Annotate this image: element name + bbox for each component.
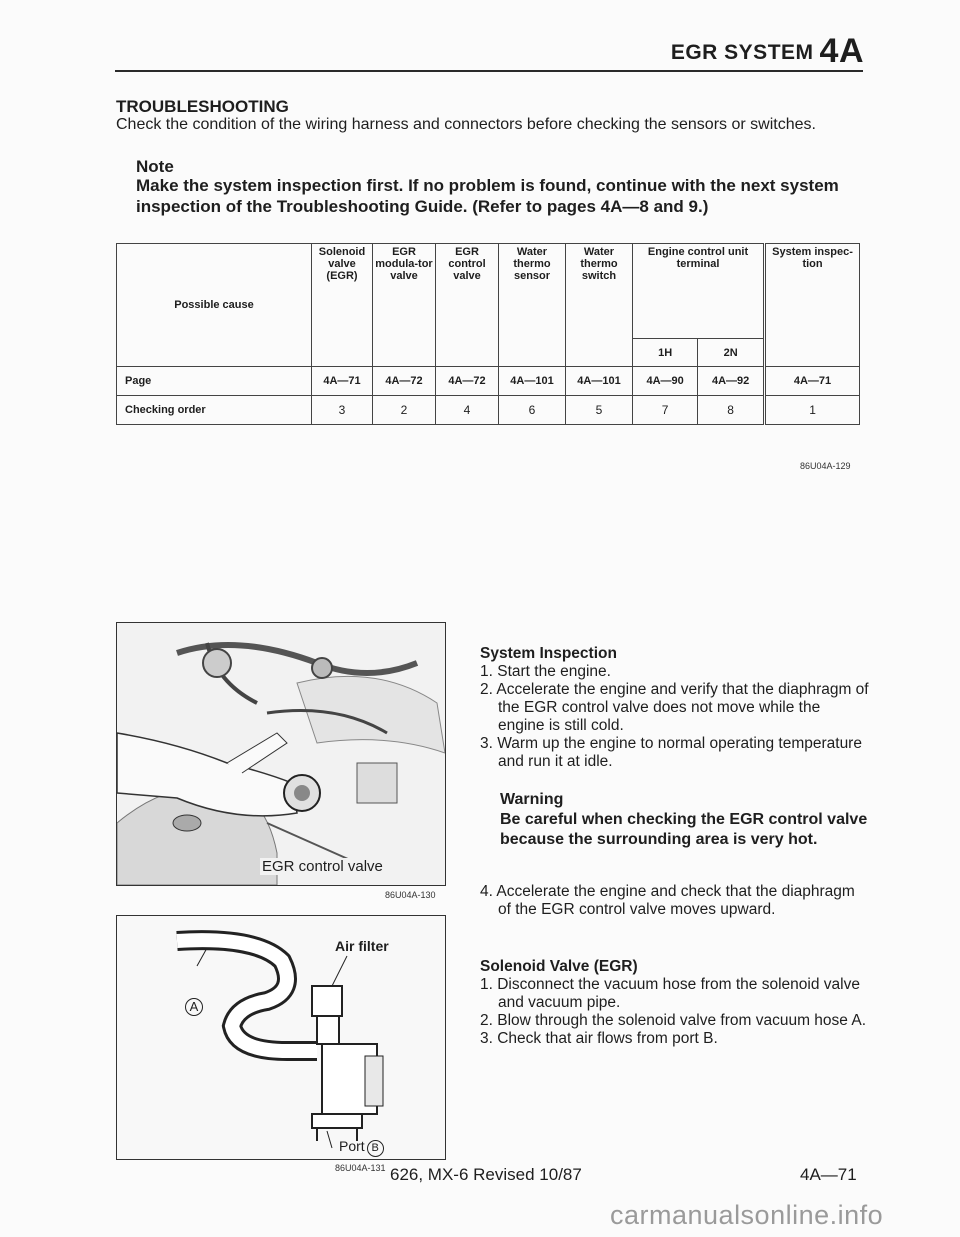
sv-step-3: 3. Check that air flows from port B. xyxy=(480,1030,718,1047)
solenoid-valve-figure xyxy=(116,915,446,1160)
warning-text: Be careful when checking the EGR control valve because the surrounding area is very hot. xyxy=(500,811,868,848)
order-row-label: Checking order xyxy=(117,396,312,425)
marker-a: A xyxy=(185,998,203,1016)
header-section: 4A xyxy=(819,32,864,70)
troubleshooting-heading: TROUBLESHOOTING xyxy=(116,97,289,116)
watermark: carmanualsonline.info xyxy=(610,1200,884,1230)
si-step-1: 1. Start the engine. xyxy=(480,663,611,680)
col-water-thermo-sensor: Water thermo sensor xyxy=(499,244,566,367)
order-cell: 6 xyxy=(499,396,566,425)
port-b-label xyxy=(339,1138,384,1157)
terminal-1h: 1H xyxy=(633,339,698,367)
system-inspection-section xyxy=(480,645,870,771)
page-cell: 4A—71 xyxy=(312,367,373,396)
air-filter-label: Air filter xyxy=(335,938,389,954)
col-engine-control: Engine control unit terminal xyxy=(633,244,765,339)
si-step-4-block xyxy=(480,883,870,919)
order-cell: 4 xyxy=(436,396,499,425)
engine-illustration xyxy=(117,623,445,885)
egr-valve-figure xyxy=(116,622,446,886)
order-cell: 5 xyxy=(566,396,633,425)
troubleshooting-body: Check the condition of the wiring harness and connectors before checking the sensors or switches. xyxy=(116,116,816,133)
checking-order-table xyxy=(116,243,860,425)
terminal-2n: 2N xyxy=(698,339,765,367)
col-solenoid-valve: Solenoid valve (EGR) xyxy=(312,244,373,367)
table-code: 86U04A-129 xyxy=(800,461,851,471)
fig2-code: 86U04A-131 xyxy=(335,1163,386,1173)
order-cell: 1 xyxy=(765,396,860,425)
sv-step-2: 2. Blow through the solenoid valve from vacuum hose A. xyxy=(480,1012,866,1029)
footer-page-number: 4A—71 xyxy=(800,1165,857,1184)
egr-control-valve-label: EGR control valve xyxy=(262,858,383,875)
col-system-inspection: System inspec-tion xyxy=(765,244,860,367)
si-step-3: 3. Warm up the engine to normal operating temperature and run it at idle. xyxy=(480,735,862,770)
page-cell: 4A—72 xyxy=(373,367,436,396)
port-label: Port xyxy=(339,1138,365,1154)
page-cell: 4A—71 xyxy=(765,367,860,396)
solenoid-section xyxy=(480,958,870,1048)
page-row-label: Page xyxy=(117,367,312,396)
footer-revision: 626, MX-6 Revised 10/87 xyxy=(390,1165,582,1184)
si-step-2: 2. Accelerate the engine and verify that the diaphragm of the EGR control valve does not move while the engine is still cold. xyxy=(480,681,869,734)
system-inspection-heading: System Inspection xyxy=(480,645,617,662)
solenoid-diagram xyxy=(117,916,445,1159)
solenoid-heading: Solenoid Valve (EGR) xyxy=(480,958,638,975)
col-egr-modulator: EGR modula-tor valve xyxy=(373,244,436,367)
page-cell: 4A—72 xyxy=(436,367,499,396)
page-cell: 4A—90 xyxy=(633,367,698,396)
fig1-code: 86U04A-130 xyxy=(385,890,436,900)
sv-step-1: 1. Disconnect the vacuum hose from the solenoid valve and vacuum pipe. xyxy=(480,976,860,1011)
note-label: Note xyxy=(136,157,174,176)
warning-block xyxy=(500,790,870,850)
order-cell: 7 xyxy=(633,396,698,425)
page-header xyxy=(671,32,864,71)
page-cell: 4A—101 xyxy=(566,367,633,396)
col-water-thermo-switch: Water thermo switch xyxy=(566,244,633,367)
page-cell: 4A—101 xyxy=(499,367,566,396)
header-title: EGR SYSTEM xyxy=(670,41,814,64)
col-egr-control: EGR control valve xyxy=(436,244,499,367)
order-cell: 2 xyxy=(373,396,436,425)
marker-b: B xyxy=(367,1140,384,1157)
order-cell: 8 xyxy=(698,396,765,425)
note-text: Make the system inspection first. If no problem is found, continue with the next system inspection of the Troubleshooting Guide. (Refer to pages 4A—8 and 9.) xyxy=(136,176,839,216)
order-cell: 3 xyxy=(312,396,373,425)
header-rule xyxy=(115,70,863,72)
page-cell: 4A—92 xyxy=(698,367,765,396)
possible-cause-label: Possible cause xyxy=(117,244,312,367)
si-step-4: 4. Accelerate the engine and check that the diaphragm of the EGR control valve moves upward. xyxy=(480,883,855,918)
warning-label: Warning xyxy=(500,791,564,808)
